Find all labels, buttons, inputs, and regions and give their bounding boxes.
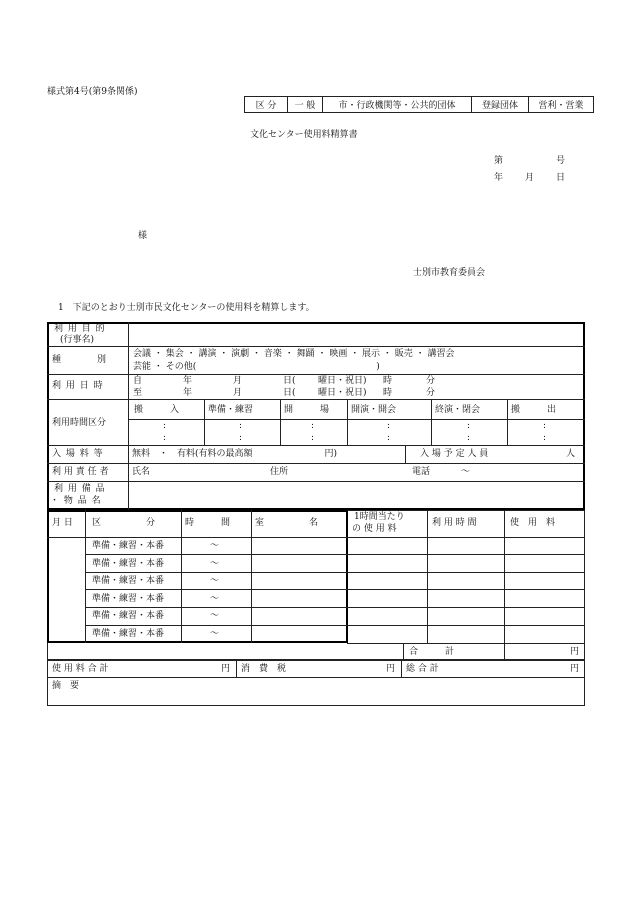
row-division[interactable]: 準備・練習・本番	[92, 594, 165, 604]
to-year: 年	[183, 388, 193, 398]
document-title: 文化センター使用料精算書	[250, 130, 358, 140]
row-time-tilde: ～	[210, 559, 220, 569]
colon: :	[163, 433, 167, 443]
remarks-label: 摘 要	[52, 681, 80, 691]
detail-header-room: 室 名	[255, 518, 319, 528]
category-table	[244, 96, 594, 113]
grand-total-yen: 円	[570, 664, 580, 674]
form-number: 様式第4号(第9条関係)	[47, 87, 138, 97]
detail-header-hourly-sub: の 使 用 料	[352, 524, 397, 534]
header-carry-out: 搬 出	[511, 405, 557, 415]
fee-total-label: 使 用 料 合 計	[52, 664, 109, 674]
from-label: 自	[133, 376, 143, 386]
from-month: 月	[233, 376, 243, 386]
fee-total-yen: 円	[221, 664, 231, 674]
subtotal-yen: 円	[570, 647, 580, 657]
date-year: 年	[494, 173, 504, 183]
totals-row	[47, 660, 585, 678]
colon: :	[387, 433, 391, 443]
number-dai: 第	[494, 156, 504, 166]
to-weekday: 曜日・祝日)	[318, 388, 367, 398]
header-doors-open: 開 場	[284, 405, 330, 415]
detail-header-time: 時 間	[185, 518, 231, 528]
tax-yen: 円	[386, 664, 396, 674]
subtotal-label: 合 計	[409, 647, 455, 657]
header-carry-in: 搬 入	[134, 405, 180, 415]
date-month: 月	[525, 173, 535, 183]
responsible-name[interactable]: 氏名	[132, 467, 151, 477]
responsible-label: 利 用 責 任 者	[52, 467, 109, 477]
category-label: 区 分	[245, 97, 288, 113]
row-division[interactable]: 準備・練習・本番	[92, 611, 165, 621]
attendance-unit: 人	[566, 449, 576, 459]
responsible-phone[interactable]: 電話	[412, 467, 431, 477]
date-day: 日	[556, 173, 566, 183]
to-month: 月	[233, 388, 243, 398]
colon: :	[543, 421, 547, 431]
colon: :	[467, 421, 471, 431]
colon: :	[311, 433, 315, 443]
detail-header-date: 月 日	[52, 518, 73, 528]
category-option-commercial[interactable]: 営利・営業	[529, 97, 594, 113]
row-time-tilde: ～	[210, 541, 220, 551]
to-day: 日(	[283, 388, 296, 398]
row-time-tilde: ～	[210, 629, 220, 639]
type-options-line2[interactable]: 芸能 ・ その他( )	[133, 362, 380, 372]
detail-header-usage-time: 利 用 時 間	[432, 518, 477, 528]
number-go: 号	[556, 156, 566, 166]
detail-header-hourly: 1時間当たり	[354, 512, 405, 522]
remarks-box[interactable]	[47, 677, 585, 706]
row-division[interactable]: 準備・練習・本番	[92, 541, 165, 551]
addressee-suffix: 様	[138, 231, 148, 241]
from-weekday: 曜日・祝日)	[318, 376, 367, 386]
from-year: 年	[183, 376, 193, 386]
type-options-line1[interactable]: 会議 ・ 集会 ・ 講演 ・ 演劇 ・ 音楽 ・ 舞踊 ・ 映画 ・ 展示 ・ 販売 ・ 講習会	[133, 349, 455, 359]
detail-header-fee: 使 用 料	[510, 518, 556, 528]
purpose-label: 利 用 目 的	[54, 324, 106, 334]
equipment-sublabel: ・ 物 品 名	[50, 496, 102, 506]
row-division[interactable]: 準備・練習・本番	[92, 629, 165, 639]
colon: :	[239, 421, 243, 431]
usage-date-label: 利 用 日 時	[52, 381, 104, 391]
category-option-general[interactable]: 一 般	[288, 97, 323, 113]
header-preparation: 準備・練習	[208, 405, 254, 415]
intro-text: 1 下記のとおり士別市民文化センターの使用料を精算します。	[58, 303, 315, 313]
to-hour: 時	[383, 388, 393, 398]
row-time-tilde: ～	[210, 594, 220, 604]
colon: :	[239, 433, 243, 443]
to-label: 至	[133, 388, 143, 398]
to-minute: 分	[426, 388, 436, 398]
row-division[interactable]: 準備・練習・本番	[92, 576, 165, 586]
row-division[interactable]: 準備・練習・本番	[92, 559, 165, 569]
equipment-value[interactable]	[131, 490, 581, 502]
colon: :	[387, 421, 391, 431]
type-label: 種 別	[52, 355, 107, 365]
colon: :	[467, 433, 471, 443]
admission-fee[interactable]: 無料 ・ 有料(有料の最高額 円)	[132, 449, 338, 459]
category-option-registered[interactable]: 登録団体	[472, 97, 529, 113]
time-division-label: 利用時間区分	[52, 418, 107, 428]
equipment-label: 利 用 備 品	[54, 484, 106, 494]
grand-total-label: 総 合 計	[406, 664, 439, 674]
tax-label: 消 費 税	[241, 664, 287, 674]
from-day: 日(	[283, 376, 296, 386]
colon: :	[311, 421, 315, 431]
from-hour: 時	[383, 376, 393, 386]
purpose-value[interactable]	[131, 330, 581, 342]
category-option-public[interactable]: 市・行政機関等・公共的団体	[323, 97, 472, 113]
issuer: 士別市教育委員会	[413, 268, 486, 278]
detail-header-division: 区 分	[92, 518, 156, 528]
admission-label: 入 場 料 等	[52, 449, 104, 459]
header-end: 終演・閉会	[435, 405, 481, 415]
expected-attendance-label: 入 場 予 定 人 員	[420, 449, 489, 459]
header-start: 開演・開会	[351, 405, 397, 415]
purpose-sublabel: (行事名)	[60, 335, 95, 345]
responsible-address[interactable]: 住所	[270, 467, 289, 477]
colon: :	[163, 421, 167, 431]
row-time-tilde: ～	[210, 611, 220, 621]
from-minute: 分	[426, 376, 436, 386]
row-time-tilde: ～	[210, 576, 220, 586]
phone-tilde: ～	[461, 467, 471, 477]
colon: :	[543, 433, 547, 443]
